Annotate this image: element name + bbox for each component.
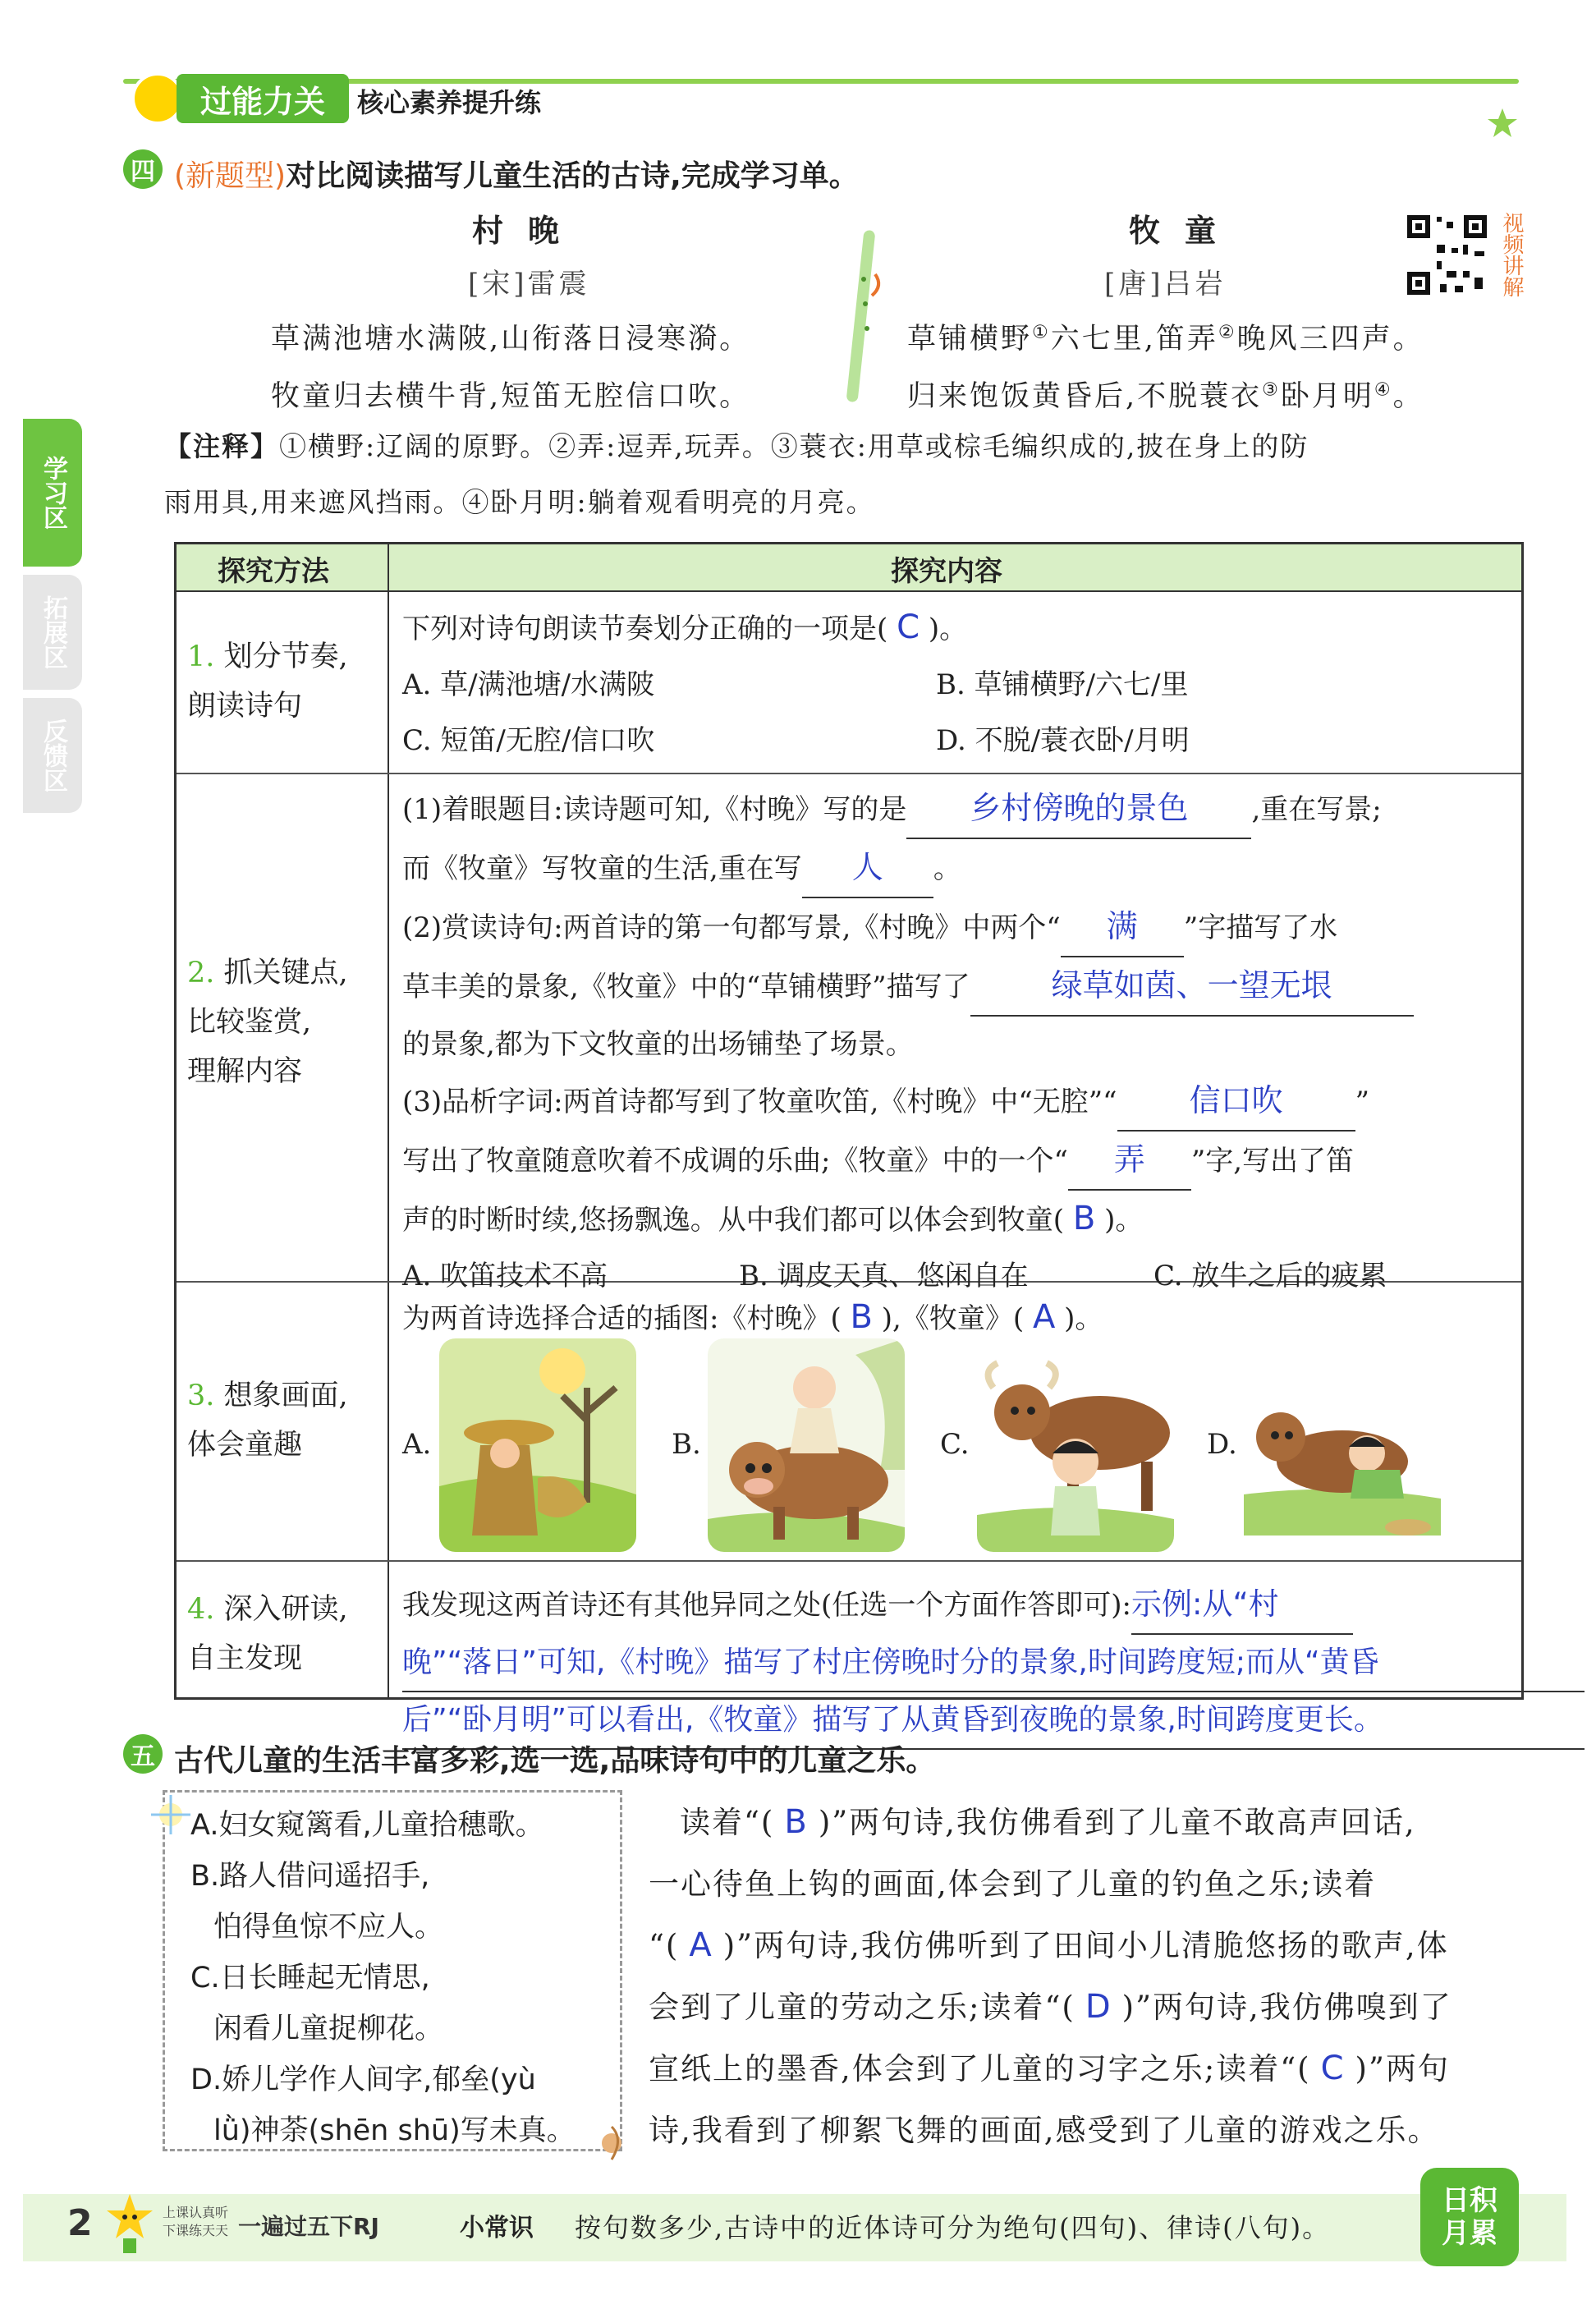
footer-slogan: 上课认真听 下课练天天 bbox=[163, 2205, 229, 2238]
option-d: D.娇儿学作人间字,郁垒(yù bbox=[190, 2063, 536, 2096]
reading-paragraph: 读着“( B )”两句诗,我仿佛看到了儿童不敢高声回话, 一心待鱼上钩的画面,体会到了儿童的钓鱼之乐;读着 “( A )”两句诗,我仿佛听到了田间小儿清脆悠扬的歌声,体 会到了儿童的劳动之乐;读着“( D )”两句诗,我仿佛嗅到了 宣纸上的墨香,体会到了儿童的习字之乐;读着“( C )”两句 诗,我看到了柳絮飞舞的画面,感受到了儿童的游戏之乐。 bbox=[649, 1803, 1452, 2148]
answer-2-3: 满 bbox=[1106, 908, 1138, 944]
option-c: C. 短笛/无腔/信口吹 bbox=[402, 724, 655, 757]
answer-1: C bbox=[897, 608, 920, 646]
poem1-line2: 牧童归去横牛背,短笛无腔信口吹。 bbox=[271, 380, 751, 413]
option-c: C.日长睡起无情思, bbox=[190, 1962, 430, 1995]
section-title: 古代儿童的生活丰富多彩,选一选,品味诗句中的儿童之乐。 bbox=[174, 1744, 936, 1778]
method-2: 2. 抓关键点, 比较鉴赏, 理解内容 bbox=[187, 957, 348, 1088]
pic-label-a: A. bbox=[402, 1428, 432, 1461]
qr-code-icon[interactable] bbox=[1404, 212, 1490, 298]
poem1-line1: 草满池塘水满陂,山衔落日浸寒漪。 bbox=[271, 323, 751, 356]
blank-answer-4: C bbox=[1320, 2050, 1346, 2087]
footnote-mark: ④ bbox=[1374, 379, 1393, 401]
answer-4-1: 示例:从“村 bbox=[1130, 1586, 1279, 1622]
option-b: B.路人借问遥招手, bbox=[190, 1860, 430, 1893]
footnote-mark: ① bbox=[1032, 322, 1051, 343]
sidebar-tab-study[interactable]: 学习区 bbox=[23, 419, 82, 567]
ornament-icon bbox=[587, 2118, 636, 2168]
option-a: A. 草/满池塘/水满陂 bbox=[402, 668, 655, 701]
question-2: (1)着眼题目:读诗题可知,《村晚》写的是 乡村傍晚的景色 ,重在写景; 而《牧童》写牧童的生活,重在写 人 。 (2)赏读诗句:两首诗的第一句都写景,《村晚》中两个“ 满 ”字描写了水 草丰美的景象,《牧童》中的“草铺横野”描写了 绿草如茵、一望无垠 的景象,都为下文牧童的出场铺垫了场景。 (3)品析字词:两首诗都写到了牧童吹笛,《村晚》中“无腔”“ 信口吹 ” 写出了牧童随意吹着不成调的乐曲;《牧童》中的一个“ 弄 ”字,写出了笛 声的时断时续,悠扬飘逸。从中我们都可以体会到牧童( B )。 A. 吹笛技术不高 B. 调皮天真、悠闲自在 C. 放牛之后的疲累 bbox=[402, 780, 1519, 1304]
answer-2-1: 乡村傍晚的景色 bbox=[970, 790, 1189, 826]
poem2-line1: 草铺横野①六七里,笛弄②晚风三四声。 bbox=[907, 322, 1424, 356]
answer-2-6: 弄 bbox=[1113, 1141, 1145, 1177]
poem2-author: [唐]吕岩 bbox=[1104, 268, 1227, 301]
col-content-header: 探究内容 bbox=[891, 555, 1002, 588]
new-type-tag: (新题型) bbox=[174, 159, 287, 193]
blank-answer-1: B bbox=[784, 1803, 809, 1841]
footnote-mark: ③ bbox=[1262, 379, 1281, 401]
pic-label-b: B. bbox=[672, 1428, 701, 1461]
star-icon bbox=[1486, 107, 1519, 140]
question-3: 为两首诗选择合适的插图:《村晚》( B ),《牧童》( A )。 bbox=[402, 1298, 1103, 1336]
answer-3-1: B bbox=[850, 1298, 873, 1336]
answer-2-7: B bbox=[1072, 1200, 1096, 1237]
answer-2-5: 信口吹 bbox=[1189, 1082, 1283, 1118]
method-1: 1. 划分节奏, 朗读诗句 bbox=[187, 640, 348, 723]
tip-label: 小常识 bbox=[460, 2214, 534, 2242]
option-a: A. 吹笛技术不高 bbox=[402, 1260, 608, 1292]
option-c: C. 放牛之后的疲累 bbox=[1153, 1260, 1387, 1292]
blank-answer-2: A bbox=[689, 1926, 713, 1964]
poem2-line2: 归来饱饭黄昏后,不脱蓑衣③卧月明④。 bbox=[907, 379, 1424, 413]
pic-label-d: D. bbox=[1207, 1428, 1237, 1461]
question-4: 我发现这两首诗还有其他异同之处(任选一个方面作答即可):示例:从“村 晚”“落日”可知,《村晚》描写了村庄傍晚时分的景象,时间跨度短;而从“黄昏 后”“卧月明”可以看出,《牧童》描写了从黄昏到夜晚的景象,时间跨度更长。 bbox=[402, 1577, 1585, 1750]
flute-icon bbox=[837, 213, 887, 411]
method-3: 3. 想象画面, 体会童趣 bbox=[187, 1379, 348, 1462]
method-4: 4. 深入研读, 自主发现 bbox=[187, 1593, 348, 1675]
poem2-title: 牧童 bbox=[1129, 212, 1241, 249]
option-a: A.妇女窥篱看,儿童拾穗歌。 bbox=[190, 1809, 544, 1842]
sidebar-tab-extend[interactable]: 拓展区 bbox=[23, 575, 82, 690]
mascot-star-icon bbox=[105, 2191, 154, 2256]
poem1-author: [宋]雷震 bbox=[468, 268, 590, 301]
option-b: B. 草铺横野/六七/里 bbox=[936, 668, 1189, 701]
notes: 【注释】①横野:辽阔的原野。②弄:逗弄,玩弄。③蓑衣:用草或棕毛编织成的,披在身上的防 雨用具,用来遮风挡雨。④卧月明:躺着观看明亮的月亮。 bbox=[164, 430, 1309, 518]
poem1-title: 村晚 bbox=[472, 212, 585, 249]
illustration-d[interactable] bbox=[1244, 1338, 1441, 1552]
footnote-mark: ② bbox=[1218, 322, 1237, 343]
pic-label-c: C. bbox=[940, 1428, 970, 1461]
row-divider bbox=[177, 773, 1521, 774]
sparkle-icon bbox=[146, 1790, 195, 1839]
option-b: B. 调皮天真、悠闲自在 bbox=[739, 1260, 1029, 1292]
question-1: 下列对诗句朗读节奏划分正确的一项是( C )。 A. 草/满池塘/水满陂 B. 草铺横野/六七/里 C. 短笛/无腔/信口吹 D. 不脱/蓑衣卧/月明 bbox=[402, 599, 1511, 769]
answer-4-2: 晚”“落日”可知,《村晚》描写了村庄傍晚时分的景象,时间跨度短;而从“黄昏 bbox=[402, 1635, 1585, 1692]
footer-badge: 日积 月累 bbox=[1420, 2168, 1519, 2266]
table-divider bbox=[388, 544, 389, 1697]
notes-label: 【注释】 bbox=[164, 430, 279, 462]
blank-answer-3: D bbox=[1085, 1988, 1112, 2026]
answer-4-3: 后”“卧月明”可以看出,《牧童》描写了从黄昏到夜晚的景象,时间跨度更长。 bbox=[402, 1692, 1585, 1750]
col-method-header: 探究方法 bbox=[218, 555, 329, 588]
illustration-c[interactable] bbox=[977, 1338, 1174, 1552]
section-title: (新题型)对比阅读描写儿童生活的古诗,完成学习单。 bbox=[174, 159, 859, 193]
header-subtitle: 核心素养提升练 bbox=[357, 87, 542, 118]
illustration-b[interactable] bbox=[708, 1338, 905, 1552]
header-badge: 过能力关 bbox=[177, 74, 349, 123]
footer-brand: 一遍过五下RJ bbox=[238, 2213, 379, 2240]
answer-2-4: 绿草如茵、一望无垠 bbox=[1051, 967, 1332, 1003]
poem-options: A.妇女窥篱看,儿童拾穗歌。 B.路人借问遥招手, 怕得鱼惊不应人。 C.日长睡起无情思, 闲看儿童捉柳花。 D.娇儿学作人间字,郁垒(yù lǜ)神荼(shēn shū)写未真。 bbox=[190, 1800, 576, 2156]
answer-3-2: A bbox=[1032, 1298, 1056, 1336]
option-d: D. 不脱/蓑衣卧/月明 bbox=[936, 724, 1190, 757]
answer-2-2: 人 bbox=[851, 849, 883, 885]
table-header bbox=[177, 544, 1521, 592]
page-number: 2 bbox=[67, 2202, 93, 2244]
section-number-badge: 五 bbox=[123, 1734, 163, 1774]
row-divider bbox=[177, 1560, 1521, 1562]
tip-text: 按句数多少,古诗中的近体诗可分为绝句(四句)、律诗(八句)。 bbox=[575, 2212, 1331, 2243]
qr-label: 视频讲解 bbox=[1499, 212, 1524, 297]
section-number-badge: 四 bbox=[123, 149, 163, 189]
illustration-a[interactable] bbox=[439, 1338, 636, 1552]
sidebar-tab-feedback[interactable]: 反馈区 bbox=[23, 698, 82, 813]
